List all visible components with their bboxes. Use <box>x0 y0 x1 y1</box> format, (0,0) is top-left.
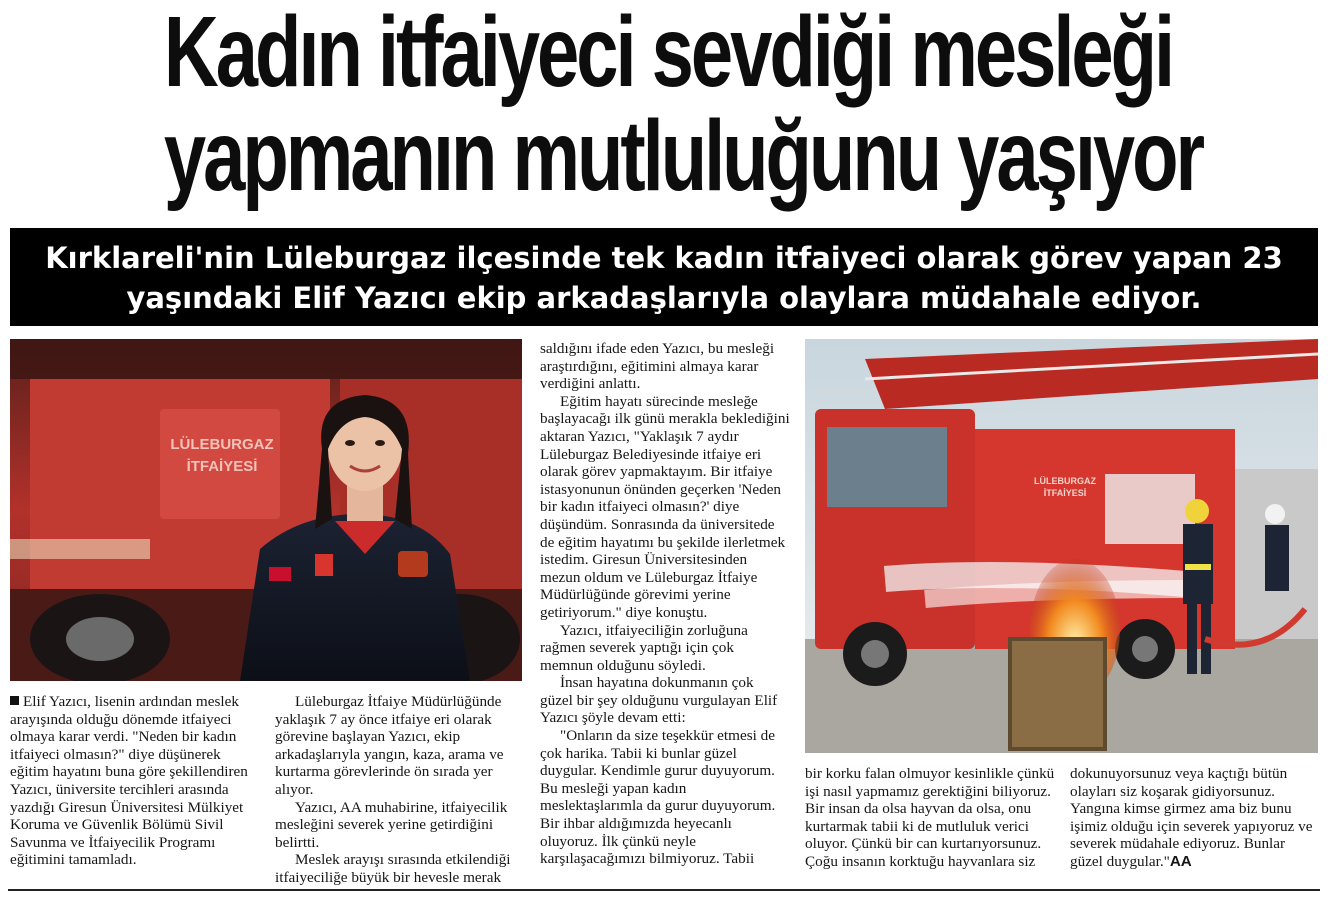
truck-label-left-1: LÜLEBURGAZ <box>170 436 274 453</box>
photo-fire-training <box>805 339 1318 753</box>
column-3-paragraph-1: saldığını ifade eden Yazıcı, bu mesleği araştırdığını, eğitimini almaya karar verdiğini anlattı. <box>540 340 775 393</box>
column-3-paragraph-4: İnsan hayatına dokunmanın çok güzel bir şey olduğunu vurgulayan Elif Yazıcı şöyle devam etti: <box>540 674 778 727</box>
deck-bar <box>10 228 1318 326</box>
caption-bullet-icon <box>10 696 19 705</box>
article-column-1 <box>10 693 262 869</box>
training-illustration <box>805 339 1318 753</box>
article-column-3 <box>540 340 790 868</box>
headline <box>6 0 1322 212</box>
column-5-text: dokunuyorsunuz veya kaçtığı bütün olayları siz koşarak gidiyorsunuz. Yangına kimse girmez ama biz bunu işimiz olduğu için severek yapıyoruz ve severek müdahale ediyoruz. Bunlar güzel duygular." <box>1070 765 1313 870</box>
truck-label-left-2: İTFAİYESİ <box>186 458 258 475</box>
truck-label-right-2: İTFAİYESİ <box>1043 488 1087 498</box>
headline-line-2: yapmanın mutluluğunu yaşıyor <box>163 100 1203 212</box>
column-3-paragraph-3: Yazıcı, itfaiyeciliğin zorluğuna rağmen severek yaptığı için çok memnun olduğunu söyledi. <box>540 621 748 674</box>
column-2-paragraph-2: Yazıcı, AA muhabirine, itfaiyecilik mesleğini severek yerine getirdiğini belirtti. <box>275 798 508 851</box>
column-4-text: bir korku falan olmuyor kesinlikle çünkü işi nasıl yapmamız gerektiğini biliyoruz. Bir insan da olsa hayvan da olsa, onu kurtarmak tabii ki de mutluluk verici oluyor. Çünkü bir can kurtarıyorsunuz. Çoğu insanın korktuğu hayvanlara siz <box>805 765 1055 870</box>
column-3-paragraph-2: Eğitim hayatı sürecinde mesleğe başlayacağı ilk günü merakla beklediğini aktaran Yazıcı, "Yaklaşık 7 aydır Lüleburgaz Belediyesinde itfaiye eri olarak görev yapmaktayım. Bir itfaiye istasyonunun önünden geçerken 'Neden bir kadın itfaiyeci olmasın?' diye düşündüm. Sonrasında da üniversitede de eğitim hayatımı bu şekilde ilerletmek istedim. Giresun Üniversitesinden mezun oldum ve Lüleburgaz İtfaiye Müdürlüğünde görevimi yerine getiriyorum." diye konuştu. <box>540 392 790 621</box>
article-column-4 <box>805 765 1055 871</box>
portrait-illustration <box>10 339 522 681</box>
column-3-paragraph-5: "Onların da size teşekkür etmesi de çok harika. Tabii ki bunlar güzel duygular. Kendimle gurur duyuyorum. Bu mesleği yapan kadın meslektaşlarımla da gurur duyuyorum. Bir ihbar aldığımızda heyecanlı oluyoruz. İlk çünkü neyle karşılaşacağımızı bilmiyoruz. Tabii <box>540 727 776 868</box>
headline-line-1: Kadın itfaiyeci sevdiği mesleği <box>163 0 1173 108</box>
photo-firefighter-portrait <box>10 339 522 681</box>
bottom-rule <box>8 889 1320 891</box>
truck-label-right-1: LÜLEBURGAZ <box>1034 476 1096 486</box>
agency-signature: AA <box>1169 852 1192 870</box>
column-1-text: Elif Yazıcı, lisenin ardından meslek arayışında olduğu dönemde itfaiyeci olmaya karar verdi. "Neden bir kadın itfaiyeci olmasın?" diye düşünerek eğitim hayatını buna göre şekillendiren Yazıcı, üniversite tercihleri arasında yazdığı Giresun Üniversitesi Mülkiyet Koruma ve Güvenlik Bölümü Sivil Savunma ve İtfaiyecilik Programı eğitimini tamamladı. <box>10 693 248 869</box>
article-column-5 <box>1070 765 1320 871</box>
deck-line-1: Kırklareli'nin Lüleburgaz ilçesinde tek kadın itfaiyeci olarak görev yapan 23 <box>45 241 1283 275</box>
column-2-paragraph-3: Meslek arayışı sırasında etkilendiği itfaiyeciliğe büyük bir hevesle merak <box>275 851 511 886</box>
column-2-paragraph-1: Lüleburgaz İtfaiye Müdürlüğünde yaklaşık 7 ay önce itfaiye eri olarak görevine başlayan Yazıcı, ekip arkadaşlarıyla yangın, kaza, arama ve kurtarma görevlerinde ön sırada yer alıyor. <box>275 693 504 798</box>
article-column-2 <box>275 693 527 887</box>
deck-line-2: yaşındaki Elif Yazıcı ekip arkadaşlarıyla olaylara müdahale ediyor. <box>126 281 1202 315</box>
